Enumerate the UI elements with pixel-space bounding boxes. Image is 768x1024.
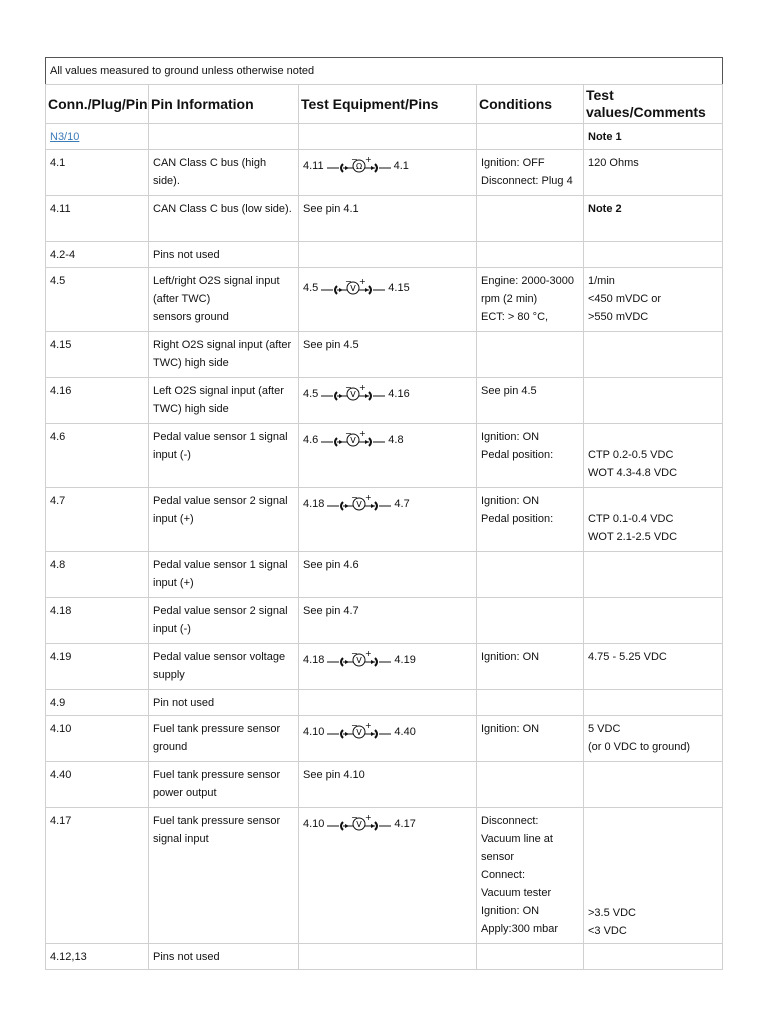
test-equipment: See pin 4.5 xyxy=(299,332,477,378)
svg-text:−: − xyxy=(345,384,352,392)
table-row xyxy=(46,762,723,808)
test-value: 4.75 - 5.25 VDC xyxy=(584,644,723,690)
test-equipment xyxy=(303,722,472,742)
svg-text:−: − xyxy=(351,814,359,822)
svg-text:−: − xyxy=(350,156,358,164)
voltmeter-icon xyxy=(325,722,393,742)
table-row xyxy=(46,944,723,970)
table-row xyxy=(46,488,723,552)
svg-text:−: − xyxy=(345,430,352,438)
svg-text:+: + xyxy=(359,384,366,392)
pin-info: Pedal value sensor 2 signal input (+) xyxy=(149,488,299,552)
svg-text:−: − xyxy=(351,650,359,658)
test-equipment xyxy=(303,430,472,450)
pin-info: Fuel tank pressure sensor power output xyxy=(149,762,299,808)
pin-info: Fuel tank pressure sensor signal input xyxy=(149,808,299,944)
pin-number: 4.10 xyxy=(46,716,149,762)
component-link[interactable]: N3/10 xyxy=(50,131,80,143)
pin-number: 4.18 xyxy=(46,598,149,644)
voltmeter-icon xyxy=(319,384,387,404)
test-equipment xyxy=(303,494,472,514)
pin-test-table xyxy=(45,57,723,970)
pin-info: Fuel tank pressure sensor ground xyxy=(149,716,299,762)
ohmmeter-icon xyxy=(325,156,393,176)
svg-text:+: + xyxy=(364,156,372,164)
eq-from-pin: 4.18 xyxy=(303,498,325,510)
table-row xyxy=(46,598,723,644)
condition: Ignition: ON xyxy=(477,644,584,690)
pin-info: sensors ground xyxy=(153,311,229,323)
test-value: WOT 4.3-4.8 VDC xyxy=(588,467,678,479)
measurement-note: All values measured to ground unless otherwise noted xyxy=(46,58,723,85)
pin-info: Pedal value sensor 2 signal input (-) xyxy=(149,598,299,644)
test-equipment: See pin 4.6 xyxy=(299,552,477,598)
note-row xyxy=(46,58,723,85)
svg-text:+: + xyxy=(365,722,373,730)
header-pin-information: Pin Information xyxy=(149,85,299,124)
pin-number: 4.40 xyxy=(46,762,149,808)
test-value: >3.5 VDC xyxy=(588,907,636,919)
pin-number: 4.7 xyxy=(46,488,149,552)
eq-from-pin: 4.6 xyxy=(303,434,319,446)
condition: Pedal position: xyxy=(481,449,554,461)
test-equipment xyxy=(303,278,472,298)
meter-symbol: V xyxy=(356,656,363,665)
pin-number: 4.8 xyxy=(46,552,149,598)
svg-text:−: − xyxy=(345,278,352,286)
pin-info: Pins not used xyxy=(149,242,299,268)
voltmeter-icon xyxy=(319,430,387,450)
test-equipment: See pin 4.1 xyxy=(299,196,477,242)
condition: Vacuum tester xyxy=(481,887,552,899)
meter-symbol: V xyxy=(350,436,357,445)
table-row xyxy=(46,644,723,690)
condition: Ignition: ON xyxy=(481,495,540,507)
condition: Disconnect: Plug 4 xyxy=(481,175,573,187)
test-value: <3 VDC xyxy=(588,925,627,937)
eq-to-pin: 4.7 xyxy=(394,498,410,510)
meter-symbol: V xyxy=(356,500,363,509)
test-value: CTP 0.2-0.5 VDC xyxy=(588,449,674,461)
pin-info: Pedal value sensor 1 signal input (+) xyxy=(149,552,299,598)
eq-from-pin: 4.5 xyxy=(303,388,319,400)
pin-number: 4.15 xyxy=(46,332,149,378)
svg-text:+: + xyxy=(359,278,366,286)
pin-number: 4.16 xyxy=(46,378,149,424)
table-row xyxy=(46,808,723,944)
condition: Engine: 2000-3000 rpm (2 min) xyxy=(481,275,574,305)
test-equipment: See pin 4.7 xyxy=(299,598,477,644)
pinout-document xyxy=(45,57,722,970)
test-equipment: See pin 4.10 xyxy=(299,762,477,808)
test-value: (or 0 VDC to ground) xyxy=(588,741,691,753)
table-row xyxy=(46,150,723,196)
eq-to-pin: 4.16 xyxy=(388,388,410,400)
pin-info: Pin not used xyxy=(149,690,299,716)
condition: Pedal position: xyxy=(481,513,554,525)
pin-info: CAN Class C bus (high side). xyxy=(149,150,299,196)
eq-to-pin: 4.8 xyxy=(388,434,404,446)
test-equipment xyxy=(303,156,472,176)
voltmeter-icon xyxy=(319,278,387,298)
meter-symbol: Ω xyxy=(355,162,362,171)
eq-from-pin: 4.10 xyxy=(303,726,325,738)
pin-number: 4.2-4 xyxy=(46,242,149,268)
svg-text:−: − xyxy=(351,722,359,730)
meter-symbol: V xyxy=(350,390,357,399)
eq-to-pin: 4.1 xyxy=(393,160,409,172)
eq-from-pin: 4.18 xyxy=(303,654,325,666)
eq-to-pin: 4.40 xyxy=(394,726,416,738)
pin-number: 4.11 xyxy=(46,196,149,242)
table-row xyxy=(46,332,723,378)
comment: Note 2 xyxy=(588,203,622,215)
pin-info: Left/right O2S signal input (after TWC) xyxy=(153,275,280,305)
eq-to-pin: 4.19 xyxy=(394,654,416,666)
svg-text:+: + xyxy=(365,814,373,822)
condition: Connect: xyxy=(481,869,526,881)
table-row xyxy=(46,690,723,716)
condition: Ignition: ON xyxy=(481,431,540,443)
condition: Disconnect: xyxy=(481,815,539,827)
pin-info: Left O2S signal input (after TWC) high side xyxy=(149,378,299,424)
pin-number: 4.9 xyxy=(46,690,149,716)
test-value: <450 mVDC or xyxy=(588,293,662,305)
svg-text:+: + xyxy=(359,430,366,438)
condition: Ignition: OFF xyxy=(481,157,545,169)
header-conn-plug-pin: Conn./Plug/Pin xyxy=(46,85,149,124)
test-equipment xyxy=(303,650,472,670)
table-row xyxy=(46,424,723,488)
table-row xyxy=(46,124,723,150)
svg-text:+: + xyxy=(365,494,373,502)
comment: Note 1 xyxy=(588,131,622,143)
table-row xyxy=(46,196,723,242)
eq-to-pin: 4.15 xyxy=(388,282,410,294)
condition: Ignition: ON xyxy=(477,716,584,762)
test-value: 5 VDC xyxy=(588,723,621,735)
table-row xyxy=(46,268,723,332)
pin-number: 4.12,13 xyxy=(46,944,149,970)
eq-from-pin: 4.10 xyxy=(303,818,325,830)
condition: ECT: > 80 °C, xyxy=(481,311,549,323)
svg-text:+: + xyxy=(365,650,373,658)
voltmeter-icon xyxy=(325,494,393,514)
header-row xyxy=(46,85,723,124)
eq-from-pin: 4.5 xyxy=(303,282,319,294)
voltmeter-icon xyxy=(325,650,393,670)
pin-number: 4.19 xyxy=(46,644,149,690)
voltmeter-icon xyxy=(325,814,393,834)
table-row xyxy=(46,242,723,268)
pin-info: Pedal value sensor voltage supply xyxy=(149,644,299,690)
condition: sensor xyxy=(481,851,515,863)
pin-number: 4.17 xyxy=(46,808,149,944)
pin-number: 4.6 xyxy=(46,424,149,488)
table-row xyxy=(46,716,723,762)
test-value: 120 Ohms xyxy=(584,150,723,196)
eq-from-pin: 4.11 xyxy=(303,160,324,172)
condition: See pin 4.5 xyxy=(477,378,584,424)
test-equipment xyxy=(303,814,472,834)
test-value: CTP 0.1-0.4 VDC xyxy=(588,513,674,525)
pin-number: 4.5 xyxy=(46,268,149,332)
header-conditions: Conditions xyxy=(477,85,584,124)
table-row xyxy=(46,378,723,424)
svg-text:−: − xyxy=(351,494,359,502)
pin-info: Right O2S signal input (after TWC) high side xyxy=(149,332,299,378)
pin-number: 4.1 xyxy=(46,150,149,196)
test-value: WOT 2.1-2.5 VDC xyxy=(588,531,678,543)
test-equipment xyxy=(303,384,472,404)
meter-symbol: V xyxy=(356,820,363,829)
meter-symbol: V xyxy=(350,284,357,293)
pin-info: Pins not used xyxy=(149,944,299,970)
meter-symbol: V xyxy=(356,728,363,737)
condition: Apply:300 mbar xyxy=(481,923,559,935)
test-value: >550 mVDC xyxy=(588,311,649,323)
eq-to-pin: 4.17 xyxy=(394,818,416,830)
test-value: 1/min xyxy=(588,275,615,287)
pin-info: CAN Class C bus (low side). xyxy=(149,196,299,242)
condition: Ignition: ON xyxy=(481,905,540,917)
header-test-values: Test values/Comments xyxy=(584,85,723,124)
table-row xyxy=(46,552,723,598)
condition: Vacuum line at xyxy=(481,833,553,845)
header-test-equipment: Test Equipment/Pins xyxy=(299,85,477,124)
pin-info: Pedal value sensor 1 signal input (-) xyxy=(149,424,299,488)
